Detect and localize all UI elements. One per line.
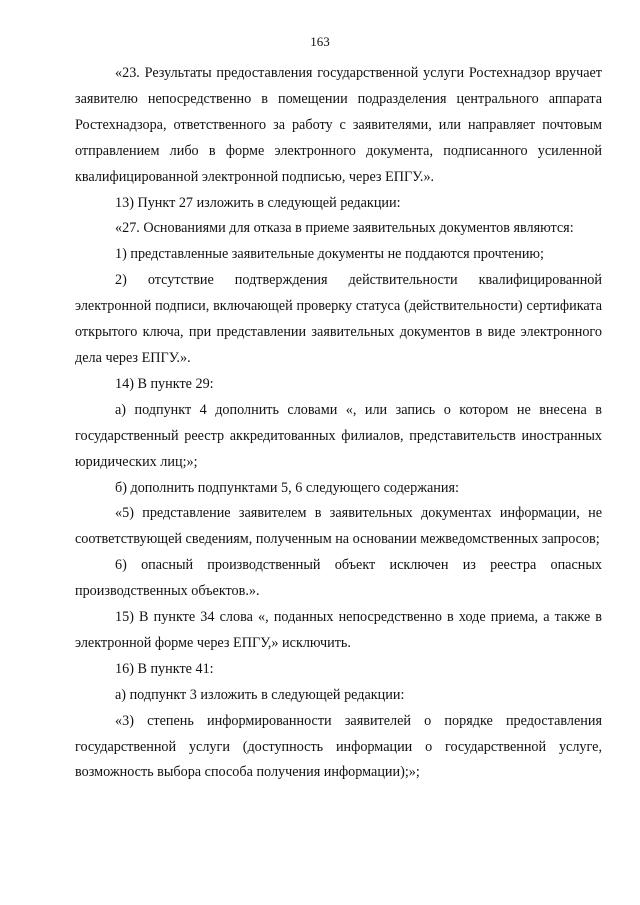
paragraph-item-16-a: а) подпункт 3 изложить в следующей редакции:: [115, 686, 405, 703]
paragraph-subitem-5: «5) представление заявителем в заявительных документах информации, не соответствующей сведениям, полученным на основании межведомственных запросов;: [75, 505, 602, 548]
paragraph-item-14-b: б) дополнить подпунктами 5, 6 следующего содержания:: [115, 479, 459, 496]
paragraph-subitem-6: 6) опасный производственный объект исключен из реестра опасных производственных объектов.».: [75, 557, 602, 600]
paragraph-subitem-1: 1) представленные заявительные документы не поддаются прочтению;: [115, 246, 544, 263]
paragraph-subitem-2: 2) отсутствие подтверждения действительности квалифицированной электронной подписи, включающей проверку статуса (действительности) сертификата открытого ключа, при представлении заявительных документов в виде электронного дела через ЕПГУ.».: [75, 272, 602, 366]
paragraph-item-15: 15) В пункте 34 слова «, поданных непосредственно в ходе приема, а также в электронной форме через ЕПГУ,» исключить.: [75, 609, 602, 651]
paragraph-item-16: 16) В пункте 41:: [115, 660, 214, 677]
page-number: 163: [310, 34, 330, 49]
paragraph-23-results: «23. Результаты предоставления государственной услуги Ростехнадзор вручает заявителю непосредственно в помещении подразделения центрального аппарата Ростехнадзора, ответственного за работу с заявителями, или направляет почтовым отправлением либо в форме электронного документа, подписанного усиленной квалифицированной электронной подписью, через ЕПГУ.».: [75, 65, 602, 185]
paragraph-item-14-a: а) подпункт 4 дополнить словами «, или запись о котором не внесена в государственный реестр аккредитованных филиалов, представительств иностранных юридических лиц;»;: [75, 401, 602, 470]
paragraph-item-14: 14) В пункте 29:: [115, 375, 214, 392]
paragraph-item-13: 13) Пункт 27 изложить в следующей редакции:: [115, 194, 401, 211]
document-body: [75, 61, 602, 786]
paragraph-subitem-3: «3) степень информированности заявителей о порядке предоставления государственной услуги (доступность информации о государственной услуге, возможность выбора способа получения информации);»;: [75, 712, 602, 781]
paragraph-27-grounds: «27. Основаниями для отказа в приеме заявительных документов являются:: [115, 220, 574, 237]
